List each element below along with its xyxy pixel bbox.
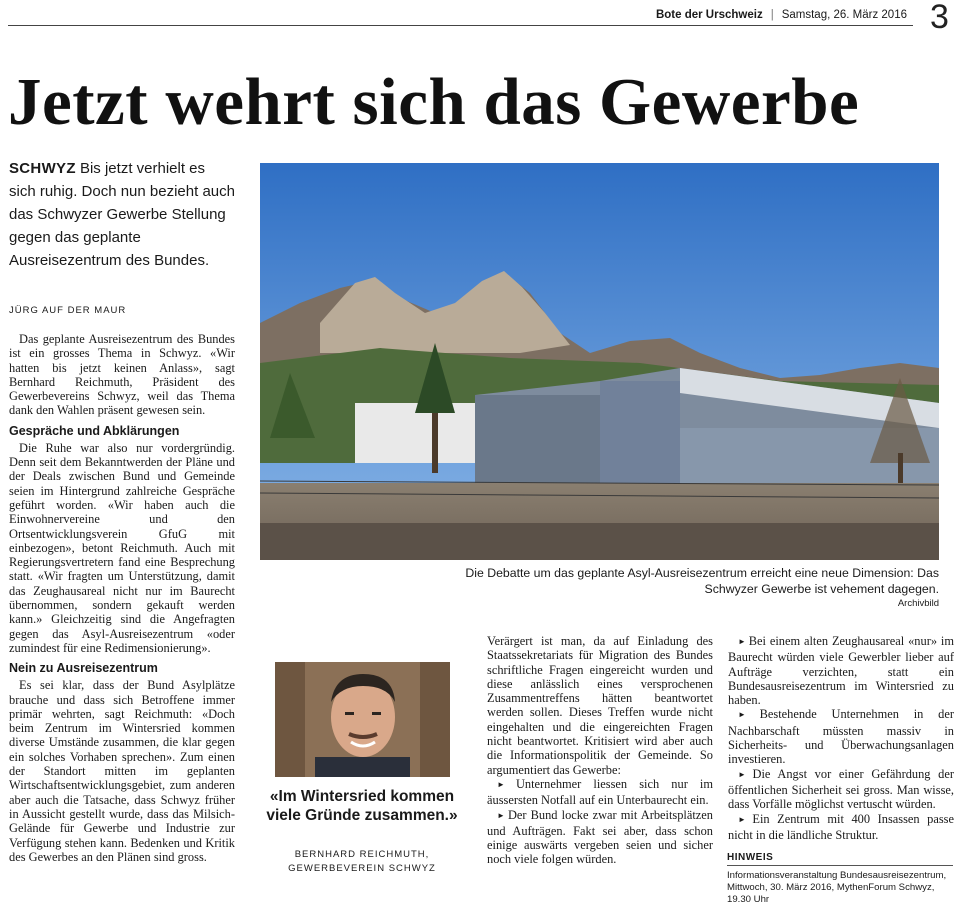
bullet-item: ► Der Bund locke zwar mit Arbeitsplätzen und Aufträgen. Fakt sei aber, dass schon einige auswärts vergeben seien und sicher noch viele folgen würden. [487, 808, 713, 867]
bullet-item: ► Bei einem alten Zeughausareal «nur» im Baurecht würden viele Gewerbler lieber auf Aufträge verzichten, statt ein Bundesausreisezentrum im Wintersried zu haben. [728, 634, 954, 707]
paragraph: Das geplante Ausreisezentrum des Bundes ist ein grosses Thema in Schwyz. «Wir hatten bis jetzt keinen Anlass», sagt Bernhard Reichmuth, Präsident des Gewerbevereins Schwyz, weil das Thema dank den Wahlen präsent gewesen sein. [9, 332, 235, 418]
portrait-photo [275, 662, 450, 777]
issue-date: Samstag, 26. März 2016 [781, 8, 907, 21]
dateline: SCHWYZ [9, 160, 76, 177]
lead-text: Bis jetzt verhielt es sich ruhig. Doch nun bezieht auch das Schwyzer Gewerbe Stellung gegen das geplante Ausreisezentrum des Bundes. [9, 160, 235, 269]
article-lead [9, 157, 235, 272]
bullet-item: ► Bestehende Unternehmen in der Nachbarschaft müssten massiv in Sicherheits- und Überwachungsanlagen investieren. [728, 707, 954, 766]
page-header [8, 4, 913, 26]
bullet-item: ► Unternehmer liessen sich nur im äussersten Notfall auf ein Unterbaurecht ein. [487, 777, 713, 808]
page-number: 3 [930, 0, 949, 36]
paragraph: Die Ruhe war also nur vordergründig. Denn seit dem Bekanntwerden der Pläne und der Deals zwischen Bund und Gemeinde seien im Hintergrund zahlreiche Gespräche geführt worden. «Wir haben auch die Einwohnervereine und den Ortsentwicklungsverein GfuG mit einbezogen», betont Reichmuth. Auch mit Regierungsvertretern fand eine Besprechung statt. «Wir fragten um Unterstützung, damit das Zeughausareal nicht nur im Baurecht übernommen, sondern gekauft werden kann.» Gleichzeitig sind die Angefragten gegen das Asyl-Ausreisezentrum «oder zumindest für eine Redimensionierung». [9, 440, 235, 655]
photo-credit: Archivbild [897, 598, 939, 609]
paragraph: Verärgert ist man, da auf Einladung des Staatssekretariats für Migration des Bundes schriftliche Fragen eingereicht wurden und diese anlässlich eines versprochenen Zusammentreffens hätten beantwortet werden sollen. Dieses Treffen wurde nicht eingehalten und die eingereichten Fragen nicht beantwortet. Kritisiert wird aber auch die Informationspolitik der Gemeinde. So argumentiert das Gewerbe: [487, 634, 713, 777]
paragraph: Es sei klar, dass der Bund Asylplätze brauche und dass sich Betroffene immer primär wehrten, sagt Reichmuth: «Doch beim Zentrum im Wintersried kommen diverse Umstände zusammen, die klar gegen ein solches Vorhaben sprechen». Zum einen der Standort mitten im geplanten Wirtschaftsentwicklungsgebiet, zum anderen aber auch die Tatsache, dass Schwyz früher in Aussicht gestellt wurde, dass das Milsich-Gelände für Gewerbe und Industrie zur Verfügung stehen kann. Bedenken und Kritik des Gewerbes an den Plänen sind gross. [9, 678, 235, 864]
subheading: Nein zu Ausreisezentrum [9, 661, 158, 676]
pull-quote: «Im Wintersried kommen viele Gründe zusammen.» [266, 788, 458, 824]
article-column-1 [9, 332, 235, 864]
byline: JÜRG AUF DER MAUR [9, 305, 127, 316]
article-column-2 [487, 634, 713, 867]
quote-author-name: BERNHARD REICHMUTH, [294, 849, 430, 860]
landscape-photo-illustration [260, 163, 939, 560]
info-box [727, 852, 953, 906]
quote-author [262, 848, 462, 876]
article-column-3 [728, 634, 954, 842]
portrait-illustration [275, 662, 450, 777]
header-separator: | [770, 8, 774, 21]
subheading: Gespräche und Abklärungen [9, 423, 180, 438]
bullet-item: ► Ein Zentrum mit 400 Insassen passe nicht in die ländliche Struktur. [728, 812, 954, 843]
newspaper-name: Bote der Urschweiz [655, 8, 763, 21]
article-headline: Jetzt wehrt sich das Gewerbe [8, 65, 860, 139]
main-photo [260, 163, 939, 560]
photo-caption: Die Debatte um das geplante Asyl-Ausreisezentrum erreicht eine neue Dimension: Das Schwyzer Gewerbe ist vehement dagegen. [465, 566, 939, 596]
info-box-text: Informationsveranstaltung Bundesausreisezentrum, Mittwoch, 30. März 2016, MythenForum Schwyz, 19.30 Uhr [727, 870, 947, 905]
bullet-item: ► Die Angst vor einer Gefährdung der öffentlichen Sicherheit sei gross. Man wisse, dass Vorfälle möglichst vertuscht würden. [728, 767, 954, 812]
quote-author-role: GEWERBEVEREIN SCHWYZ [288, 863, 436, 874]
info-box-label: HINWEIS [727, 852, 953, 866]
